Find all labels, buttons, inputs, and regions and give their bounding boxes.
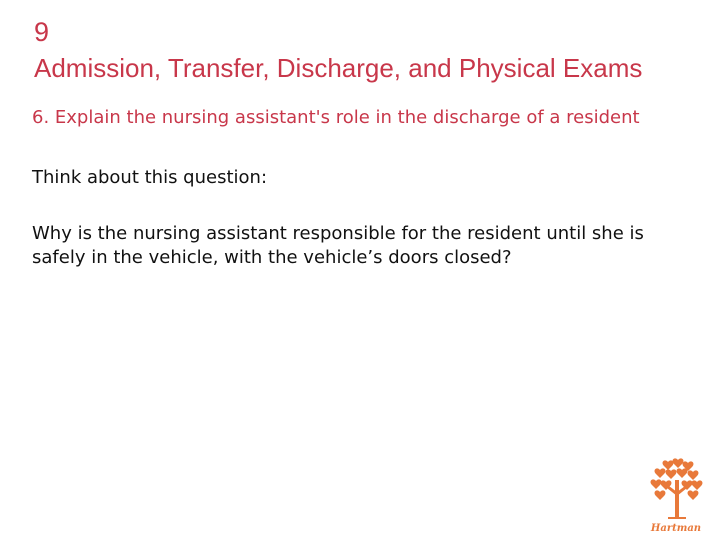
chapter-number: 9 (34, 17, 50, 47)
hartman-logo (640, 456, 712, 534)
heart-tree-icon (640, 456, 712, 534)
discussion-question: Why is the nursing assistant responsible for the resident until she is safely in the vehicle, with the vehicle’s doors closed? (32, 223, 644, 268)
logo-text: Hartman (650, 523, 702, 534)
learning-objective: 6. Explain the nursing assistant's role in the discharge of a resident (32, 107, 640, 128)
question-prompt: Think about this question: (32, 167, 268, 188)
chapter-title: Admission, Transfer, Discharge, and Physical Exams (34, 53, 643, 83)
